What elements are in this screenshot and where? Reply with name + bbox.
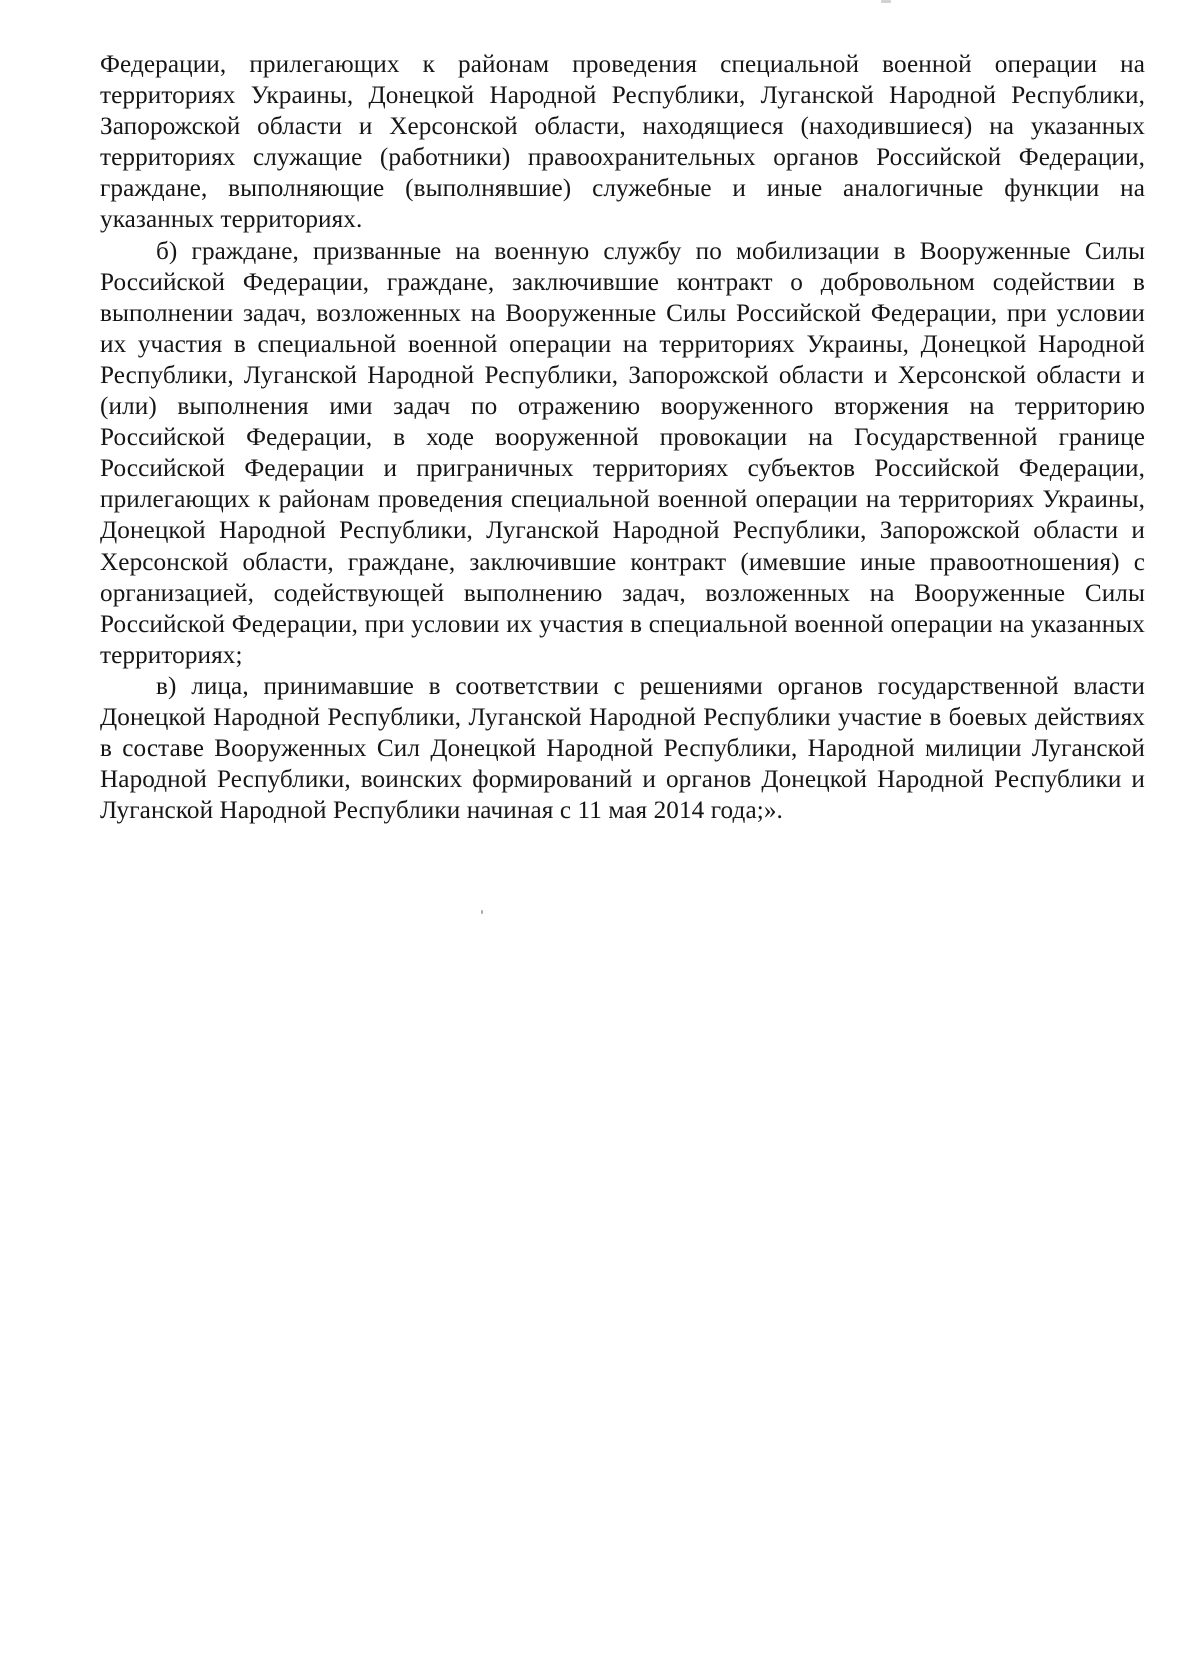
scan-artifact-dot bbox=[481, 910, 483, 914]
paragraph-item-b: б) граждане, призванные на военную службу по мобилизации в Вооруженные Силы Российской Федерации, граждане, заключившие контракт о добровольном содействии в выполнении задач, возложенных на Вооруженные Силы Российской Федерации, при условии их участия в специальной военной операции на территориях Украины, Донецкой Народной Республики, Луганской Народной Республики, Запорожской области и Херсонской области и (или) выполнения ими задач по отражению вооруженного вторжения на территорию Российской Федерации, в ходе вооруженной провокации на Государственной границе Российской Федерации и приграничных территориях субъектов Российской Федерации, прилегающих к районам проведения специальной военной операции на территориях Украины, Донецкой Народной Республики, Луганской Народной Республики, Запорожской области и Херсонской области, граждане, заключившие контракт (имевшие иные правоотношения) с организацией, содействующей выполнению задач, возложенных на Вооруженные Силы Российской Федерации, при условии их участия в специальной военной операции на указанных территориях; bbox=[100, 237, 1145, 669]
document-body-text bbox=[100, 49, 1145, 826]
paragraph-continuation: Федерации, прилегающих к районам проведения специальной военной операции на территориях Украины, Донецкой Народной Республики, Луганской Народной Республики, Запорожской области и Херсонской области, находящиеся (находившиеся) на указанных территориях служащие (работники) правоохранительных органов Российской Федерации, граждане, выполняющие (выполнявшие) служебные и иные аналогичные функции на указанных территориях. bbox=[100, 51, 1145, 234]
scan-artifact-mark bbox=[881, 0, 891, 3]
paragraph-item-v: в) лица, принимавшие в соответствии с решениями органов государственной власти Донецкой Народной Республики, Луганской Народной Республики участие в боевых действиях в составе Вооруженных Сил Донецкой Народной Республики, Народной милиции Луганской Народной Республики, воинских формирований и органов Донецкой Народной Республики и Луганской Народной Республики начиная с 11 мая 2014 года;». bbox=[100, 672, 1145, 825]
